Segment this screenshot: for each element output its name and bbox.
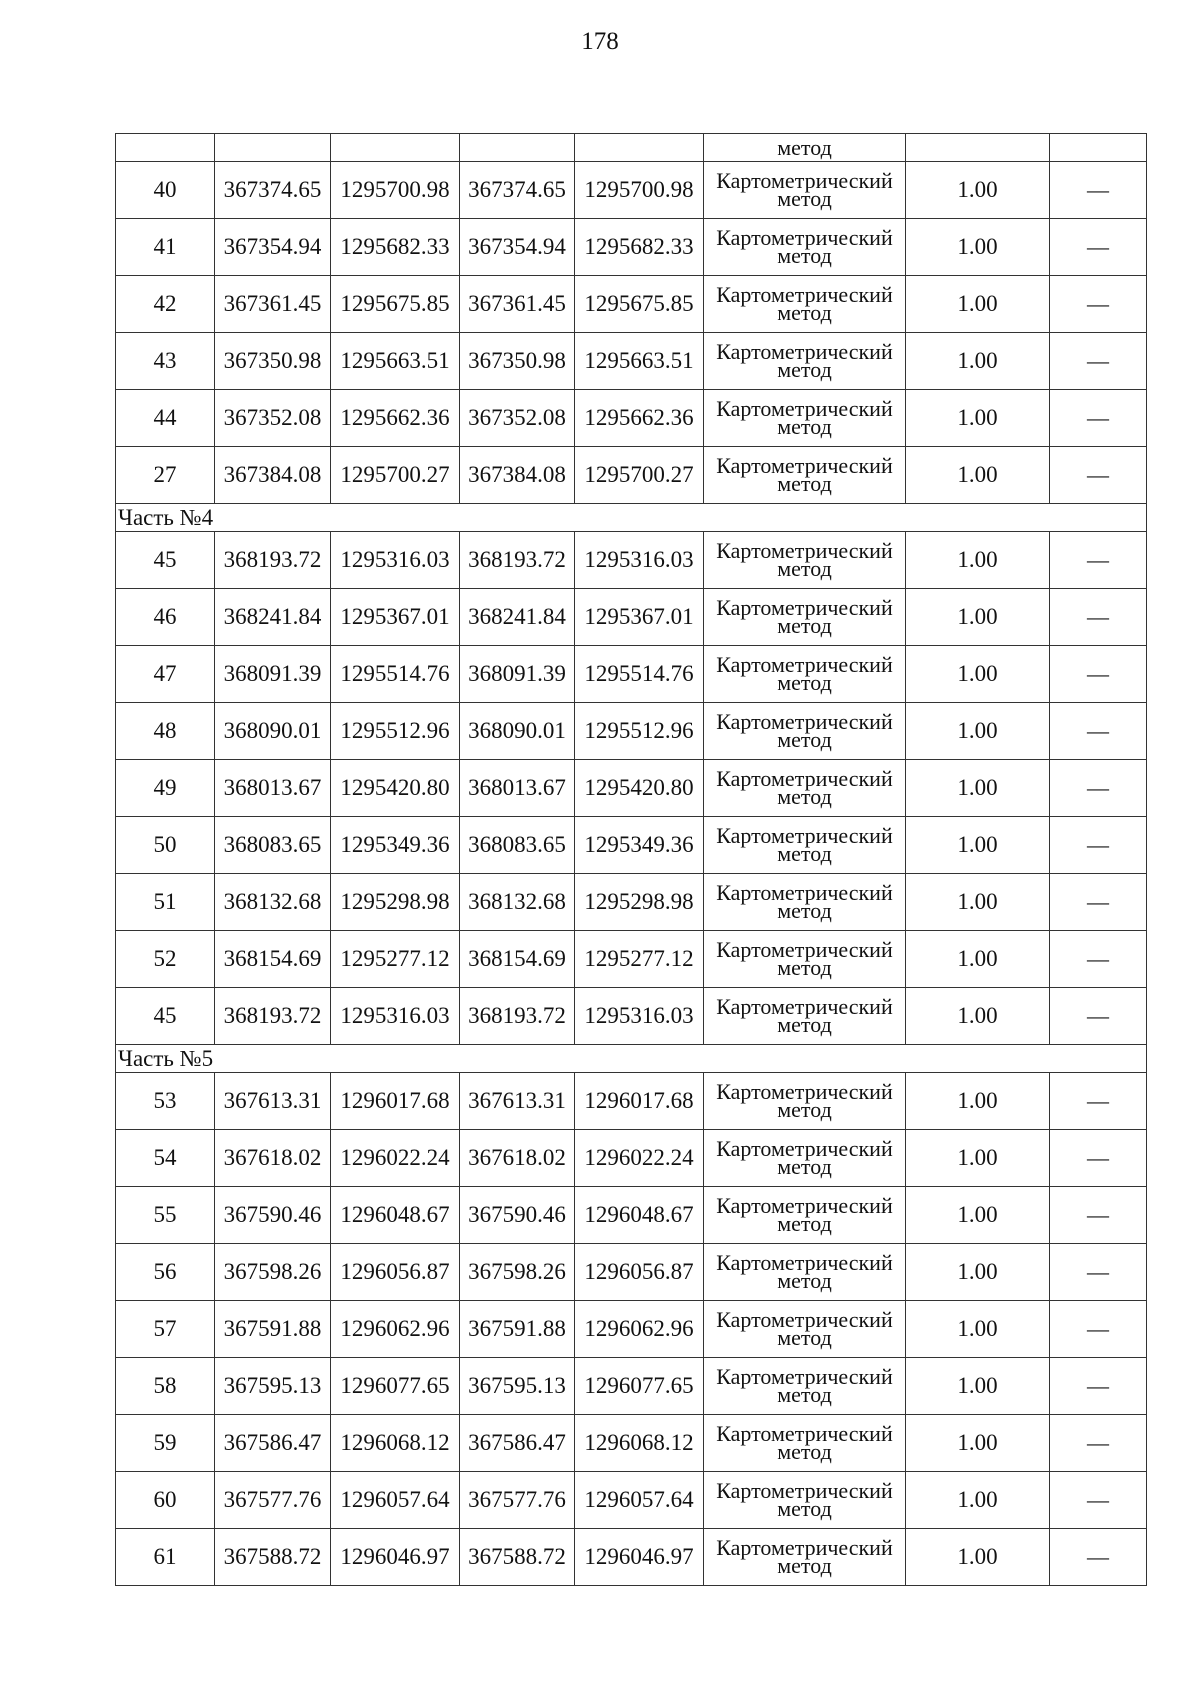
- cell-method: [704, 1244, 906, 1301]
- cell-accuracy: 1.00: [906, 817, 1050, 874]
- cell-accuracy: 1.00: [906, 1301, 1050, 1358]
- cell-accuracy: 1.00: [906, 1130, 1050, 1187]
- cell-y-existing: 1296046.97: [331, 1529, 460, 1586]
- cell-y-new: 1295316.03: [575, 988, 704, 1045]
- table-row: [116, 1073, 1147, 1130]
- cell-method: [704, 988, 906, 1045]
- cell-x-new: 368083.65: [460, 817, 575, 874]
- cell-method: [704, 219, 906, 276]
- cell-x-new: 367354.94: [460, 219, 575, 276]
- table-row: [116, 1472, 1147, 1529]
- table-row: [116, 447, 1147, 504]
- cell-y-existing: 1295277.12: [331, 931, 460, 988]
- cell-point-number: 60: [116, 1472, 215, 1529]
- cell-y-new: 1296022.24: [575, 1130, 704, 1187]
- cell-method: [704, 1130, 906, 1187]
- method-line-2: метод: [777, 1211, 832, 1236]
- table-row: [116, 1244, 1147, 1301]
- cell-y-existing: 1295316.03: [331, 532, 460, 589]
- method-line-1: Картометрический: [716, 766, 893, 791]
- method-line-1: Картометрический: [716, 168, 893, 193]
- cell-point-number: 27: [116, 447, 215, 504]
- cell-x-new: 367618.02: [460, 1130, 575, 1187]
- cell-x-new: 368154.69: [460, 931, 575, 988]
- cell-y-existing: 1296022.24: [331, 1130, 460, 1187]
- cell-accuracy: 1.00: [906, 589, 1050, 646]
- cell-method: [704, 1529, 906, 1586]
- table-row: [116, 703, 1147, 760]
- cell-accuracy: 1.00: [906, 760, 1050, 817]
- cell-y-existing: 1296057.64: [331, 1472, 460, 1529]
- cell-method: [704, 276, 906, 333]
- cell-y-new: 1296077.65: [575, 1358, 704, 1415]
- table-row: [116, 162, 1147, 219]
- cell-empty: [116, 134, 215, 162]
- method-line-1: Картометрический: [716, 1421, 893, 1446]
- cell-method: [704, 1301, 906, 1358]
- cell-x-existing: 367613.31: [215, 1073, 331, 1130]
- cell-y-existing: 1296077.65: [331, 1358, 460, 1415]
- cell-note: —: [1050, 760, 1147, 817]
- cell-y-new: 1295316.03: [575, 532, 704, 589]
- cell-x-new: 367591.88: [460, 1301, 575, 1358]
- cell-x-existing: 367618.02: [215, 1130, 331, 1187]
- method-line-2: метод: [777, 1382, 832, 1407]
- cell-accuracy: 1.00: [906, 162, 1050, 219]
- method-line-2: метод: [777, 471, 832, 496]
- cell-accuracy: 1.00: [906, 988, 1050, 1045]
- cell-point-number: 44: [116, 390, 215, 447]
- cell-empty: [1050, 134, 1147, 162]
- cell-note: —: [1050, 447, 1147, 504]
- cell-x-existing: 368013.67: [215, 760, 331, 817]
- method-line-2: метод: [777, 1496, 832, 1521]
- cell-note: —: [1050, 1301, 1147, 1358]
- cell-y-new: 1295700.27: [575, 447, 704, 504]
- table-row: [116, 219, 1147, 276]
- section-title: Часть №5: [116, 1045, 1147, 1073]
- cell-y-existing: 1295662.36: [331, 390, 460, 447]
- method-line-2: метод: [777, 1439, 832, 1464]
- cell-point-number: 43: [116, 333, 215, 390]
- cell-method: [704, 447, 906, 504]
- method-line-2: метод: [777, 300, 832, 325]
- cell-note: —: [1050, 333, 1147, 390]
- section-title: Часть №4: [116, 504, 1147, 532]
- cell-method: [704, 333, 906, 390]
- cell-x-new: 368193.72: [460, 532, 575, 589]
- cell-x-new: 368193.72: [460, 988, 575, 1045]
- cell-x-existing: 367595.13: [215, 1358, 331, 1415]
- cell-note: —: [1050, 390, 1147, 447]
- cell-note: —: [1050, 874, 1147, 931]
- cell-accuracy: 1.00: [906, 874, 1050, 931]
- cell-point-number: 57: [116, 1301, 215, 1358]
- cell-y-new: 1295367.01: [575, 589, 704, 646]
- cell-note: —: [1050, 1187, 1147, 1244]
- method-line-2: метод: [777, 841, 832, 866]
- cell-note: —: [1050, 219, 1147, 276]
- cell-method: [704, 532, 906, 589]
- method-line-2: метод: [777, 243, 832, 268]
- method-line-2: метод: [777, 1553, 832, 1578]
- method-line-1: Картометрический: [716, 652, 893, 677]
- cell-x-existing: 368091.39: [215, 646, 331, 703]
- cell-y-new: 1296056.87: [575, 1244, 704, 1301]
- table-row: [116, 276, 1147, 333]
- cell-y-existing: 1295682.33: [331, 219, 460, 276]
- method-line-2: метод: [777, 414, 832, 439]
- cell-accuracy: 1.00: [906, 532, 1050, 589]
- cell-x-existing: 367591.88: [215, 1301, 331, 1358]
- cell-accuracy: 1.00: [906, 333, 1050, 390]
- cell-method: [704, 1358, 906, 1415]
- cell-y-existing: 1296017.68: [331, 1073, 460, 1130]
- method-line-1: Картометрический: [716, 823, 893, 848]
- cell-empty: [906, 134, 1050, 162]
- table-row: [116, 1358, 1147, 1415]
- table-row: [116, 1529, 1147, 1586]
- cell-x-existing: 367361.45: [215, 276, 331, 333]
- method-line-1: Картометрический: [716, 994, 893, 1019]
- method-line-2: метод: [777, 1012, 832, 1037]
- method-line-1: Картометрический: [716, 1535, 893, 1560]
- cell-method: [704, 1472, 906, 1529]
- cell-note: —: [1050, 532, 1147, 589]
- method-line-1: Картометрический: [716, 937, 893, 962]
- cell-y-existing: 1296048.67: [331, 1187, 460, 1244]
- cell-note: —: [1050, 1472, 1147, 1529]
- cell-y-new: 1295663.51: [575, 333, 704, 390]
- cell-x-existing: 367577.76: [215, 1472, 331, 1529]
- cell-note: —: [1050, 276, 1147, 333]
- table-row: [116, 931, 1147, 988]
- cell-x-new: 368013.67: [460, 760, 575, 817]
- method-line-2: метод: [777, 898, 832, 923]
- table-row: [116, 988, 1147, 1045]
- section-header-row: [116, 504, 1147, 532]
- method-line-1: Картометрический: [716, 1250, 893, 1275]
- cell-point-number: 58: [116, 1358, 215, 1415]
- cell-method: [704, 817, 906, 874]
- cell-point-number: 56: [116, 1244, 215, 1301]
- cell-x-new: 367350.98: [460, 333, 575, 390]
- cell-accuracy: 1.00: [906, 1472, 1050, 1529]
- cell-accuracy: 1.00: [906, 703, 1050, 760]
- cell-y-existing: 1295298.98: [331, 874, 460, 931]
- table-row: [116, 532, 1147, 589]
- cell-y-existing: 1295700.27: [331, 447, 460, 504]
- method-line-1: Картометрический: [716, 225, 893, 250]
- cell-point-number: 48: [116, 703, 215, 760]
- cell-method: [704, 760, 906, 817]
- cell-accuracy: 1.00: [906, 1415, 1050, 1472]
- cell-y-new: 1295277.12: [575, 931, 704, 988]
- method-line-2: метод: [777, 727, 832, 752]
- cell-point-number: 51: [116, 874, 215, 931]
- cell-point-number: 59: [116, 1415, 215, 1472]
- cell-y-new: 1295514.76: [575, 646, 704, 703]
- table-row: [116, 589, 1147, 646]
- method-line-2: метод: [777, 784, 832, 809]
- cell-note: —: [1050, 703, 1147, 760]
- cell-x-existing: 367374.65: [215, 162, 331, 219]
- cell-y-new: 1296048.67: [575, 1187, 704, 1244]
- cell-accuracy: 1.00: [906, 1187, 1050, 1244]
- continuation-row: [116, 134, 1147, 162]
- cell-x-new: 367577.76: [460, 1472, 575, 1529]
- cell-y-new: 1295700.98: [575, 162, 704, 219]
- method-line-2: метод: [777, 357, 832, 382]
- cell-note: —: [1050, 988, 1147, 1045]
- cell-empty: [460, 134, 575, 162]
- cell-x-new: 367586.47: [460, 1415, 575, 1472]
- cell-x-new: 368241.84: [460, 589, 575, 646]
- cell-y-new: 1296046.97: [575, 1529, 704, 1586]
- cell-note: —: [1050, 1415, 1147, 1472]
- table-body: [116, 134, 1147, 1586]
- cell-point-number: 52: [116, 931, 215, 988]
- cell-y-new: 1295420.80: [575, 760, 704, 817]
- cell-accuracy: 1.00: [906, 1244, 1050, 1301]
- cell-method: [704, 931, 906, 988]
- cell-point-number: 41: [116, 219, 215, 276]
- cell-point-number: 46: [116, 589, 215, 646]
- cell-method: [704, 703, 906, 760]
- cell-accuracy: 1.00: [906, 1529, 1050, 1586]
- table-row: [116, 817, 1147, 874]
- cell-y-existing: 1295514.76: [331, 646, 460, 703]
- method-line-2: метод: [777, 613, 832, 638]
- method-line-2: метод: [777, 1268, 832, 1293]
- cell-y-existing: 1295349.36: [331, 817, 460, 874]
- table-row: [116, 390, 1147, 447]
- cell-note: —: [1050, 931, 1147, 988]
- method-line-1: Картометрический: [716, 1307, 893, 1332]
- cell-method: [704, 390, 906, 447]
- method-line-2: метод: [777, 955, 832, 980]
- cell-note: —: [1050, 1244, 1147, 1301]
- cell-x-existing: 368193.72: [215, 988, 331, 1045]
- cell-point-number: 61: [116, 1529, 215, 1586]
- cell-note: —: [1050, 817, 1147, 874]
- cell-y-new: 1295512.96: [575, 703, 704, 760]
- table-row: [116, 333, 1147, 390]
- cell-x-new: 367588.72: [460, 1529, 575, 1586]
- cell-method: [704, 1187, 906, 1244]
- cell-x-existing: 368132.68: [215, 874, 331, 931]
- cell-y-new: 1296017.68: [575, 1073, 704, 1130]
- table-row: [116, 1187, 1147, 1244]
- method-line-2: метод: [777, 670, 832, 695]
- cell-accuracy: 1.00: [906, 390, 1050, 447]
- method-line-1: Картометрический: [716, 1364, 893, 1389]
- cell-y-existing: 1295420.80: [331, 760, 460, 817]
- cell-accuracy: 1.00: [906, 276, 1050, 333]
- cell-x-existing: 367598.26: [215, 1244, 331, 1301]
- method-line-2: метод: [777, 1154, 832, 1179]
- cell-y-existing: 1295512.96: [331, 703, 460, 760]
- cell-point-number: 49: [116, 760, 215, 817]
- cell-x-new: 367598.26: [460, 1244, 575, 1301]
- cell-method: [704, 1415, 906, 1472]
- cell-y-existing: 1295663.51: [331, 333, 460, 390]
- table-row: [116, 1130, 1147, 1187]
- cell-x-existing: 368193.72: [215, 532, 331, 589]
- method-line-1: Картометрический: [716, 453, 893, 478]
- method-line-1: Картометрический: [716, 880, 893, 905]
- cell-accuracy: 1.00: [906, 219, 1050, 276]
- cell-y-new: 1295662.36: [575, 390, 704, 447]
- cell-note: —: [1050, 1073, 1147, 1130]
- cell-point-number: 40: [116, 162, 215, 219]
- cell-note: —: [1050, 1529, 1147, 1586]
- method-line-2: метод: [777, 186, 832, 211]
- cell-y-existing: 1295316.03: [331, 988, 460, 1045]
- table-row: [116, 760, 1147, 817]
- table-row: [116, 1301, 1147, 1358]
- cell-x-new: 367361.45: [460, 276, 575, 333]
- cell-method-continuation: метод: [704, 134, 906, 162]
- cell-y-new: 1295675.85: [575, 276, 704, 333]
- cell-accuracy: 1.00: [906, 447, 1050, 504]
- cell-x-existing: 368241.84: [215, 589, 331, 646]
- method-line-1: Картометрический: [716, 538, 893, 563]
- cell-x-new: 367352.08: [460, 390, 575, 447]
- cell-empty: [215, 134, 331, 162]
- method-line-1: Картометрический: [716, 1136, 893, 1161]
- cell-point-number: 55: [116, 1187, 215, 1244]
- cell-accuracy: 1.00: [906, 1358, 1050, 1415]
- cell-point-number: 42: [116, 276, 215, 333]
- cell-method: [704, 874, 906, 931]
- cell-note: —: [1050, 646, 1147, 703]
- cell-x-new: 367613.31: [460, 1073, 575, 1130]
- cell-y-existing: 1296062.96: [331, 1301, 460, 1358]
- cell-y-existing: 1295367.01: [331, 589, 460, 646]
- cell-point-number: 45: [116, 988, 215, 1045]
- cell-y-new: 1295298.98: [575, 874, 704, 931]
- method-line-1: Картометрический: [716, 709, 893, 734]
- table-row: [116, 1415, 1147, 1472]
- method-line-1: Картометрический: [716, 282, 893, 307]
- method-line-1: Картометрический: [716, 595, 893, 620]
- method-line-2: метод: [777, 1325, 832, 1350]
- cell-point-number: 50: [116, 817, 215, 874]
- method-line-1: Картометрический: [716, 396, 893, 421]
- cell-y-existing: 1296068.12: [331, 1415, 460, 1472]
- coordinates-table: [115, 133, 1147, 1586]
- cell-y-existing: 1295700.98: [331, 162, 460, 219]
- cell-method: [704, 1073, 906, 1130]
- cell-point-number: 45: [116, 532, 215, 589]
- method-line-2: метод: [777, 556, 832, 581]
- cell-note: —: [1050, 1358, 1147, 1415]
- cell-y-new: 1296068.12: [575, 1415, 704, 1472]
- cell-x-new: 367590.46: [460, 1187, 575, 1244]
- cell-point-number: 53: [116, 1073, 215, 1130]
- cell-x-existing: 367354.94: [215, 219, 331, 276]
- cell-note: —: [1050, 589, 1147, 646]
- method-line-1: Картометрический: [716, 1193, 893, 1218]
- cell-x-existing: 367352.08: [215, 390, 331, 447]
- method-line-1: Картометрический: [716, 1478, 893, 1503]
- cell-x-new: 367595.13: [460, 1358, 575, 1415]
- method-line-1: Картометрический: [716, 1079, 893, 1104]
- cell-method: [704, 589, 906, 646]
- page-number: 178: [581, 28, 619, 55]
- cell-method: [704, 162, 906, 219]
- cell-y-new: 1296057.64: [575, 1472, 704, 1529]
- cell-x-new: 368090.01: [460, 703, 575, 760]
- cell-note: —: [1050, 1130, 1147, 1187]
- cell-x-existing: 367588.72: [215, 1529, 331, 1586]
- cell-accuracy: 1.00: [906, 646, 1050, 703]
- cell-point-number: 47: [116, 646, 215, 703]
- cell-y-new: 1295349.36: [575, 817, 704, 874]
- cell-x-existing: 367350.98: [215, 333, 331, 390]
- cell-x-new: 368132.68: [460, 874, 575, 931]
- table-row: [116, 874, 1147, 931]
- cell-x-existing: 368090.01: [215, 703, 331, 760]
- cell-x-existing: 367590.46: [215, 1187, 331, 1244]
- cell-accuracy: 1.00: [906, 931, 1050, 988]
- cell-x-existing: 367384.08: [215, 447, 331, 504]
- cell-empty: [331, 134, 460, 162]
- cell-note: —: [1050, 162, 1147, 219]
- cell-x-existing: 368154.69: [215, 931, 331, 988]
- cell-x-new: 368091.39: [460, 646, 575, 703]
- cell-y-existing: 1295675.85: [331, 276, 460, 333]
- section-header-row: [116, 1045, 1147, 1073]
- cell-empty: [575, 134, 704, 162]
- cell-x-existing: 368083.65: [215, 817, 331, 874]
- method-line-2: метод: [777, 1097, 832, 1122]
- method-line-1: Картометрический: [716, 339, 893, 364]
- cell-method: [704, 646, 906, 703]
- cell-y-existing: 1296056.87: [331, 1244, 460, 1301]
- cell-x-existing: 367586.47: [215, 1415, 331, 1472]
- cell-x-new: 367374.65: [460, 162, 575, 219]
- cell-y-new: 1296062.96: [575, 1301, 704, 1358]
- cell-x-new: 367384.08: [460, 447, 575, 504]
- table-row: [116, 646, 1147, 703]
- cell-point-number: 54: [116, 1130, 215, 1187]
- cell-y-new: 1295682.33: [575, 219, 704, 276]
- cell-accuracy: 1.00: [906, 1073, 1050, 1130]
